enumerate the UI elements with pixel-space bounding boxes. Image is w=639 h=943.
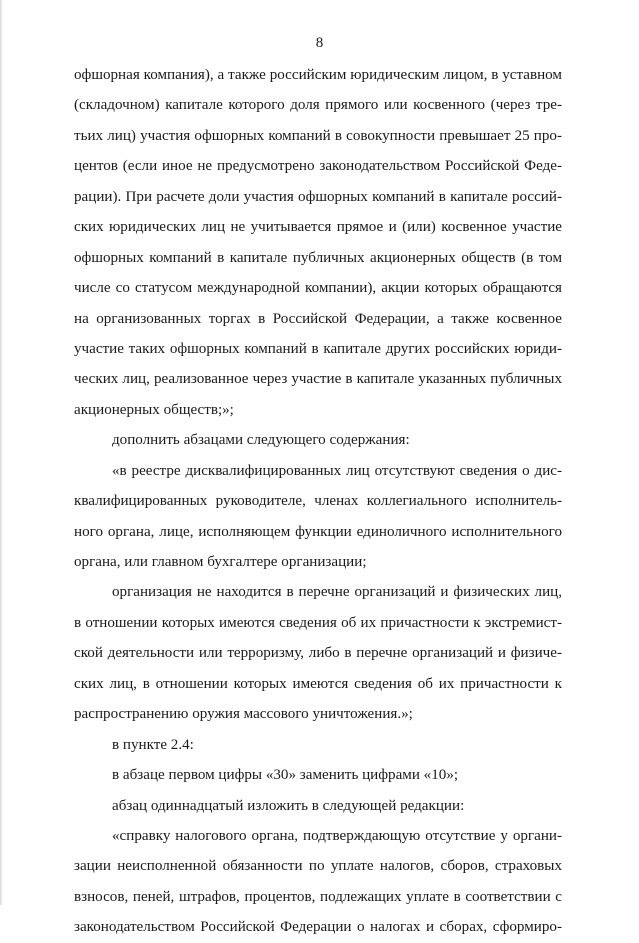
- text-line: зации неисполненной обязанности по уплате налогов, сборов, страховых: [74, 858, 562, 875]
- scan-edge: [0, 0, 3, 905]
- paragraph: [74, 730, 562, 760]
- text-line: «справку налогового органа, подтверждающую отсутствие у органи-: [112, 827, 562, 844]
- text-line: ских лиц, в отношении которых имеются сведения об их причастности к: [74, 675, 562, 692]
- text-line: взносов, пеней, штрафов, процентов, подлежащих уплате в соответствии с: [74, 888, 562, 905]
- paragraph: [74, 821, 562, 943]
- text-line: распространению оружия массового уничтожения.»;: [74, 706, 413, 723]
- text-line: участие таких офшорных компаний в капитале других российских юриди-: [74, 340, 562, 357]
- text-line: ческих лиц, реализованное через участие в капитале указанных публичных: [74, 371, 562, 388]
- paragraph: [74, 577, 562, 729]
- paragraph: [74, 456, 562, 578]
- text-line: (складочном) капитале которого доля прямого или косвенного (через тре-: [74, 97, 562, 114]
- paragraph: [74, 60, 562, 425]
- text-line: ного органа, лице, исполняющем функции единоличного исполнительного: [74, 523, 562, 540]
- text-line: числе со статусом международной компании), акции которых обращаются: [74, 280, 562, 297]
- text-line: организация не находится в перечне организаций и физических лиц,: [112, 584, 562, 601]
- text-line: законодательством Российской Федерации о налогах и сборах, сформиро-: [74, 919, 562, 936]
- text-line: тьих лиц) участия офшорных компаний в совокупности превышает 25 про-: [74, 127, 562, 144]
- text-line: в пункте 2.4:: [112, 736, 194, 753]
- document-body: [74, 60, 562, 943]
- text-line: в абзаце первом цифры «30» заменить цифрами «10»;: [112, 767, 459, 784]
- page-number: 8: [315, 35, 324, 51]
- text-line: акционерных обществ;»;: [74, 401, 234, 418]
- text-line: ских юридических лиц не учитывается прямое и (или) косвенное участие: [74, 219, 562, 236]
- paragraph: [74, 760, 562, 790]
- text-line: в отношении которых имеются сведения об их причастности к экстремист-: [74, 614, 562, 631]
- text-line: органа, или главном бухгалтере организации;: [74, 554, 367, 570]
- text-line: дополнить абзацами следующего содержания:: [112, 432, 410, 449]
- text-line: «в реестре дисквалифицированных лиц отсутствуют сведения о дис-: [112, 462, 562, 479]
- text-line: офшорных компаний в капитале публичных акционерных обществ (в том: [74, 249, 562, 266]
- text-line: ской деятельности или терроризму, либо в перечне организаций и физиче-: [74, 645, 562, 662]
- paragraph: [74, 791, 562, 821]
- text-line: рации). При расчете доли участия офшорных компаний в капитале россий-: [74, 188, 562, 205]
- text-line: на организованных торгах в Российской Федерации, а также косвенное: [74, 310, 562, 327]
- text-line: центов (если иное не предусмотрено законодательством Российской Феде-: [74, 158, 562, 175]
- text-line: квалифицированных руководителе, членах коллегиального исполнитель-: [74, 493, 562, 510]
- paragraph: [74, 425, 562, 455]
- text-line: офшорная компания), а также российским юридическим лицом, в уставном: [74, 67, 562, 83]
- text-line: абзац одиннадцатый изложить в следующей редакции:: [112, 797, 465, 814]
